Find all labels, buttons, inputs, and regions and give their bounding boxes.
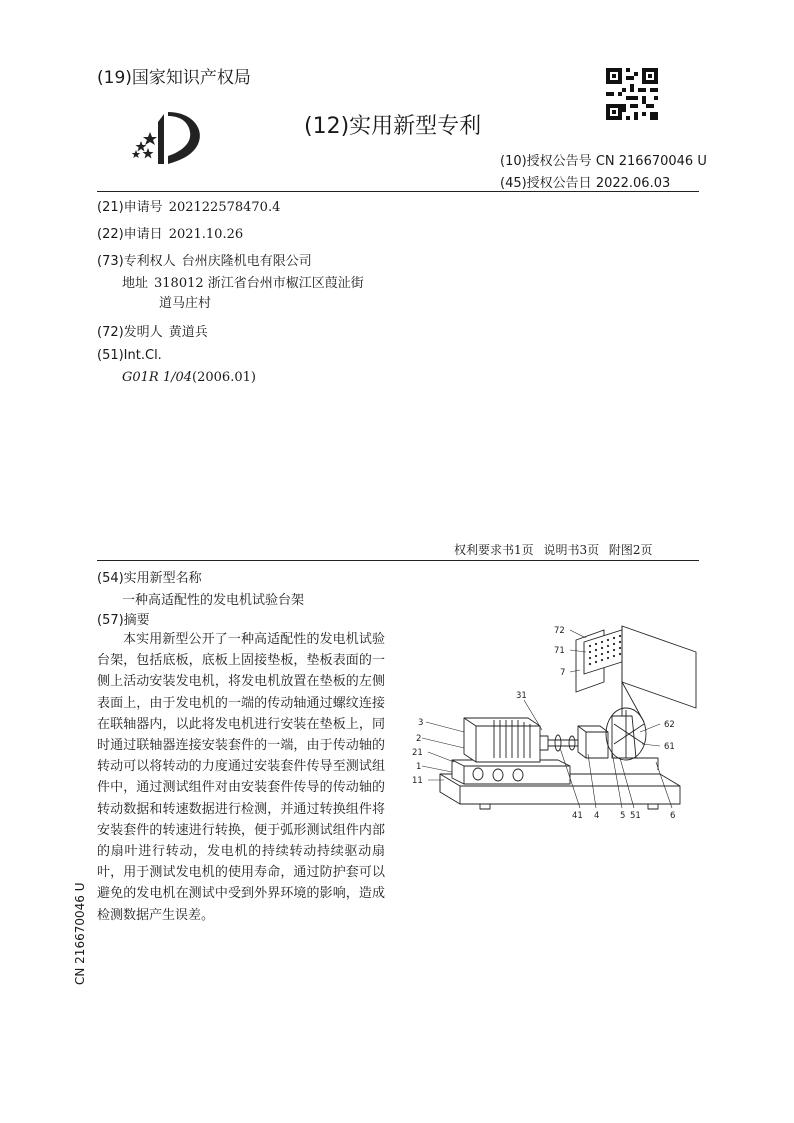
utility-model-title: 一种高适配性的发电机试验台架 <box>122 593 305 608</box>
figure-label: 21 <box>412 748 423 758</box>
ipc-classification: G01R 1/04(2006.01) <box>122 370 256 385</box>
patentee: (73)专利权人 台州庆隆机电有限公司 <box>97 254 312 269</box>
test-bench-drawing <box>408 612 700 822</box>
figure-label: 2 <box>416 734 422 744</box>
figure-label: 31 <box>516 691 527 701</box>
publication-number: (10)授权公告号 CN 216670046 U <box>500 154 707 169</box>
figure-label: 4 <box>594 811 600 821</box>
address-line-2: 道马庄村 <box>159 296 212 311</box>
inventor: (72)发明人 黄道兵 <box>97 325 208 340</box>
publication-date: (45)授权公告日 2022.06.03 <box>500 176 671 191</box>
abstract-text: 本实用新型公开了一种高适配性的发电机试验台架，包括底板，底板上固接垫板，垫板表面的一侧上活动安装发电机，将发电机放置在垫板的左侧表面上，由于发电机的一端的传动轴通过螺纹连接在联轴器内，以此将发电机进行安装在垫板上，同时通过联轴器连接安装套件的一端，由于传动轴的转动可以将转动的力度通过安装套件传导至测试组件中，通过测试组件对由安装套件传导的传动轴的转动数据和转速数据进行检测，并通过转换组件将安装套件的转速进行转换，便于弧形测试组件内部的扇叶进行转动，发电机的持续转动持续驱动扇叶，用于测试发电机的使用寿命，通过防护套可以避免的发电机在测试中受到外界环境的影响，造成检测数据产生误差。 <box>97 632 385 923</box>
ipc-label: (51)Int.Cl. <box>97 348 162 363</box>
divider <box>97 560 699 561</box>
abstract-label: (57)摘要 <box>97 613 150 628</box>
title-label: (54)实用新型名称 <box>97 571 202 586</box>
figure-label: 51 <box>630 811 641 821</box>
figure-label: 1 <box>416 762 422 772</box>
figure-label: 41 <box>572 811 583 821</box>
qr-code <box>606 68 658 120</box>
cnipa-logo <box>128 108 208 168</box>
figure-label: 11 <box>412 776 423 786</box>
figure-label: 3 <box>418 718 424 728</box>
figure-label: 72 <box>554 626 565 636</box>
figure-label: 5 <box>620 811 626 821</box>
document-type: (12)实用新型专利 <box>304 114 482 139</box>
side-publication-number: CN 216670046 U <box>73 882 87 985</box>
page-counts: 权利要求书1页 说明书3页 附图2页 <box>454 543 653 557</box>
figure-label: 7 <box>560 668 566 678</box>
figure-label: 71 <box>554 646 565 656</box>
application-date: (22)申请日 2021.10.26 <box>97 227 244 242</box>
application-number: (21)申请号 202122578470.4 <box>97 200 281 215</box>
address: 地址 318012 浙江省台州市椒江区葭沚街 <box>122 276 364 291</box>
figure-label: 6 <box>670 811 676 821</box>
office-name: (19)国家知识产权局 <box>97 68 251 88</box>
figure-label: 62 <box>664 720 675 730</box>
divider <box>97 191 699 192</box>
figure-label: 61 <box>664 742 675 752</box>
